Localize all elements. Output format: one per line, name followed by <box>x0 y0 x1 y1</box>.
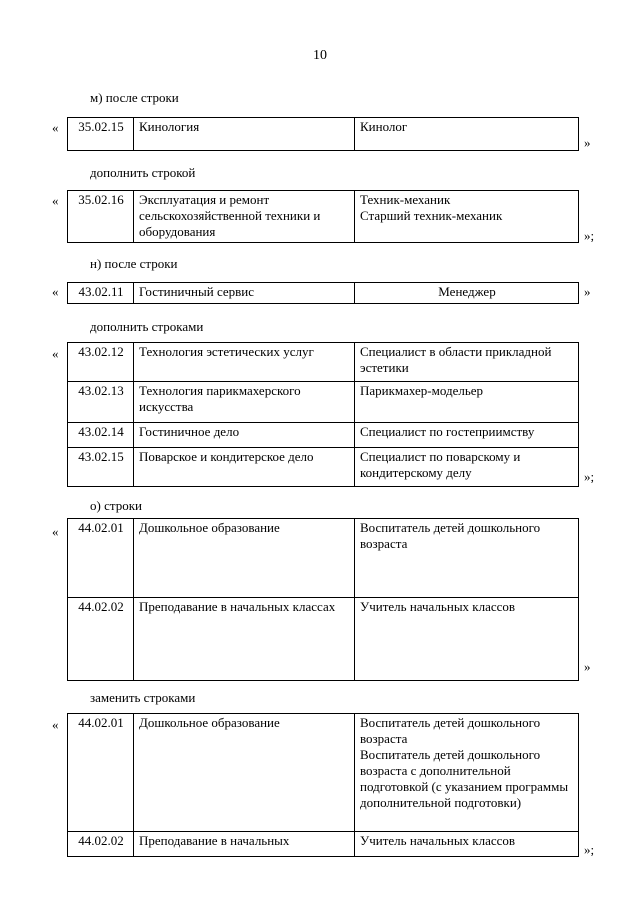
row-name: Кинология <box>134 118 355 151</box>
table-row <box>68 283 579 304</box>
row-name: Поварское и кондитерское дело <box>134 448 355 487</box>
row-qualification: Парикмахер-модельер <box>355 382 579 423</box>
row-qualification: Специалист по гостеприимству <box>355 423 579 448</box>
quote-open: « <box>52 284 59 299</box>
row-qualification: Специалист по поварскому и кондитерскому делу <box>355 448 579 487</box>
quote-close: » <box>584 659 591 674</box>
row-name: Гостиничный сервис <box>134 283 355 304</box>
quote-close: »; <box>584 228 595 243</box>
table-row <box>68 519 579 598</box>
table-row <box>68 832 579 857</box>
table-o-replace <box>67 713 579 857</box>
row-name: Преподавание в начальных <box>134 832 355 857</box>
row-code: 44.02.01 <box>68 519 134 598</box>
row-name: Гостиничное дело <box>134 423 355 448</box>
quote-open: « <box>52 717 59 732</box>
row-code: 35.02.15 <box>68 118 134 151</box>
quote-open: « <box>52 346 59 361</box>
row-code: 44.02.01 <box>68 714 134 832</box>
quote-open: « <box>52 120 59 135</box>
row-qualification: Специалист в области прикладной эстетики <box>355 343 579 382</box>
row-name: Технология парикмахерского искусства <box>134 382 355 423</box>
row-qualification: Кинолог <box>355 118 579 151</box>
table-row <box>68 423 579 448</box>
table-n-add <box>67 342 579 487</box>
quote-open: « <box>52 193 59 208</box>
table-m <box>67 117 579 151</box>
instruction-o: о) строки <box>90 498 142 513</box>
row-code: 35.02.16 <box>68 191 134 243</box>
row-qualification: Техник-механик Старший техник-механик <box>355 191 579 243</box>
table-m-add <box>67 190 579 243</box>
row-name: Эксплуатация и ремонт сельскохозяйственной техники и оборудования <box>134 191 355 243</box>
row-code: 44.02.02 <box>68 832 134 857</box>
instruction-n-add: дополнить строками <box>90 319 204 334</box>
quote-close: » <box>584 284 591 299</box>
table-row <box>68 448 579 487</box>
quote-close: »; <box>584 469 595 484</box>
instruction-o-replace: заменить строками <box>90 690 196 705</box>
row-qualification: Воспитатель детей дошкольного возраста <box>355 519 579 598</box>
row-code: 43.02.13 <box>68 382 134 423</box>
row-qualification: Учитель начальных классов <box>355 598 579 681</box>
row-qualification: Воспитатель детей дошкольного возраста Воспитатель детей дошкольного возраста с дополнительной подготовкой (с указанием программы дополнительной подготовки) <box>355 714 579 832</box>
page-number: 10 <box>313 48 327 63</box>
table-row <box>68 118 579 151</box>
row-name: Дошкольное образование <box>134 519 355 598</box>
row-code: 44.02.02 <box>68 598 134 681</box>
row-name: Дошкольное образование <box>134 714 355 832</box>
table-row <box>68 343 579 382</box>
row-name: Технология эстетических услуг <box>134 343 355 382</box>
instruction-n: н) после строки <box>90 256 178 271</box>
table-row <box>68 191 579 243</box>
table-row <box>68 382 579 423</box>
quote-close: » <box>584 135 591 150</box>
table-row <box>68 598 579 681</box>
row-code: 43.02.12 <box>68 343 134 382</box>
row-qualification: Менеджер <box>355 283 579 304</box>
table-o <box>67 518 579 681</box>
row-qualification: Учитель начальных классов <box>355 832 579 857</box>
row-code: 43.02.11 <box>68 283 134 304</box>
quote-open: « <box>52 524 59 539</box>
instruction-m: м) после строки <box>90 90 179 105</box>
quote-close: »; <box>584 842 595 857</box>
row-code: 43.02.14 <box>68 423 134 448</box>
table-row <box>68 714 579 832</box>
row-code: 43.02.15 <box>68 448 134 487</box>
table-n <box>67 282 579 304</box>
instruction-m-add: дополнить строкой <box>90 165 196 180</box>
row-name: Преподавание в начальных классах <box>134 598 355 681</box>
